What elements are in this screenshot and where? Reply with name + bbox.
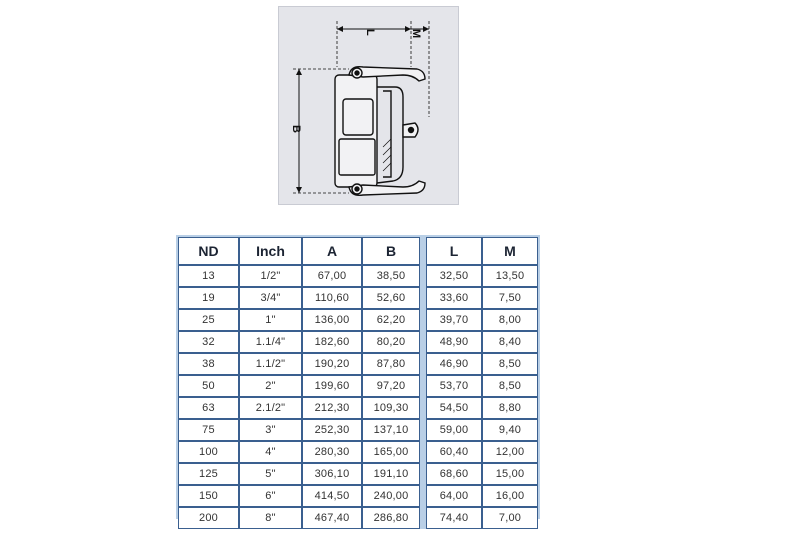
cell-inch: 3" xyxy=(239,419,302,441)
cell-nd: 150 xyxy=(178,485,239,507)
cell-b: 191,10 xyxy=(362,463,420,485)
column-header-l: L xyxy=(426,237,482,265)
cell-a: 67,00 xyxy=(302,265,362,287)
cell-m: 8,80 xyxy=(482,397,538,419)
cell-m: 7,50 xyxy=(482,287,538,309)
cell-l: 59,00 xyxy=(426,419,482,441)
cell-l: 39,70 xyxy=(426,309,482,331)
cell-m: 7,00 xyxy=(482,507,538,529)
cell-l: 53,70 xyxy=(426,375,482,397)
cell-m: 15,00 xyxy=(482,463,538,485)
cell-b: 286,80 xyxy=(362,507,420,529)
cell-nd: 32 xyxy=(178,331,239,353)
cell-m: 8,40 xyxy=(482,331,538,353)
cell-inch: 5" xyxy=(239,463,302,485)
column-header-inch: Inch xyxy=(239,237,302,265)
cell-b: 38,50 xyxy=(362,265,420,287)
cell-inch: 1.1/2" xyxy=(239,353,302,375)
table-row xyxy=(178,463,538,485)
table-header-row xyxy=(178,237,538,265)
cell-nd: 50 xyxy=(178,375,239,397)
cell-a: 306,10 xyxy=(302,463,362,485)
cell-nd: 100 xyxy=(178,441,239,463)
table-body xyxy=(178,265,538,529)
cell-nd: 19 xyxy=(178,287,239,309)
cell-a: 190,20 xyxy=(302,353,362,375)
cell-m: 13,50 xyxy=(482,265,538,287)
table-row xyxy=(178,353,538,375)
cell-a: 136,00 xyxy=(302,309,362,331)
cell-l: 46,90 xyxy=(426,353,482,375)
cell-nd: 200 xyxy=(178,507,239,529)
cell-inch: 1.1/4" xyxy=(239,331,302,353)
cell-inch: 2.1/2" xyxy=(239,397,302,419)
cell-inch: 6" xyxy=(239,485,302,507)
cell-b: 97,20 xyxy=(362,375,420,397)
cell-l: 54,50 xyxy=(426,397,482,419)
table-row xyxy=(178,507,538,529)
column-header-m: M xyxy=(482,237,538,265)
column-header-b: B xyxy=(362,237,420,265)
cell-nd: 125 xyxy=(178,463,239,485)
seal-hatching xyxy=(383,139,391,171)
cell-l: 68,60 xyxy=(426,463,482,485)
cell-nd: 38 xyxy=(178,353,239,375)
table-row xyxy=(178,485,538,507)
cell-inch: 3/4" xyxy=(239,287,302,309)
cell-b: 109,30 xyxy=(362,397,420,419)
dimension-label-m: M xyxy=(410,29,422,39)
cell-l: 64,00 xyxy=(426,485,482,507)
table-row xyxy=(178,287,538,309)
dimension-label-l: L xyxy=(364,29,376,36)
table-row xyxy=(178,309,538,331)
table-row xyxy=(178,375,538,397)
table-row xyxy=(178,419,538,441)
cell-b: 62,20 xyxy=(362,309,420,331)
cell-inch: 1" xyxy=(239,309,302,331)
cell-inch: 4" xyxy=(239,441,302,463)
cell-l: 32,50 xyxy=(426,265,482,287)
cell-a: 280,30 xyxy=(302,441,362,463)
cell-a: 182,60 xyxy=(302,331,362,353)
cell-b: 80,20 xyxy=(362,331,420,353)
cell-b: 165,00 xyxy=(362,441,420,463)
coupling-drawing-svg xyxy=(279,7,460,206)
cell-l: 74,40 xyxy=(426,507,482,529)
dimensions-table-frame xyxy=(176,235,540,524)
cell-inch: 2" xyxy=(239,375,302,397)
cell-nd: 63 xyxy=(178,397,239,419)
table-row xyxy=(178,397,538,419)
cell-l: 48,90 xyxy=(426,331,482,353)
cell-l: 33,60 xyxy=(426,287,482,309)
side-ear xyxy=(403,123,418,137)
cell-a: 199,60 xyxy=(302,375,362,397)
cell-inch: 1/2" xyxy=(239,265,302,287)
cell-m: 8,50 xyxy=(482,353,538,375)
cell-b: 240,00 xyxy=(362,485,420,507)
cell-m: 8,50 xyxy=(482,375,538,397)
table-row xyxy=(178,441,538,463)
table-row xyxy=(178,331,538,353)
cell-m: 16,00 xyxy=(482,485,538,507)
coupling-drawing xyxy=(278,6,459,205)
cell-nd: 25 xyxy=(178,309,239,331)
cell-m: 9,40 xyxy=(482,419,538,441)
cell-a: 212,30 xyxy=(302,397,362,419)
cell-a: 110,60 xyxy=(302,287,362,309)
cell-m: 8,00 xyxy=(482,309,538,331)
cell-b: 137,10 xyxy=(362,419,420,441)
cell-nd: 13 xyxy=(178,265,239,287)
cell-inch: 8" xyxy=(239,507,302,529)
cell-a: 414,50 xyxy=(302,485,362,507)
cell-l: 60,40 xyxy=(426,441,482,463)
dimension-label-b: B xyxy=(290,125,302,133)
cell-nd: 75 xyxy=(178,419,239,441)
column-header-nd: ND xyxy=(178,237,239,265)
cell-a: 467,40 xyxy=(302,507,362,529)
dimensions-table xyxy=(178,237,538,529)
cell-m: 12,00 xyxy=(482,441,538,463)
cell-b: 52,60 xyxy=(362,287,420,309)
table-row xyxy=(178,265,538,287)
coupling-body-outline xyxy=(335,75,403,187)
column-header-a: A xyxy=(302,237,362,265)
cell-b: 87,80 xyxy=(362,353,420,375)
cell-a: 252,30 xyxy=(302,419,362,441)
